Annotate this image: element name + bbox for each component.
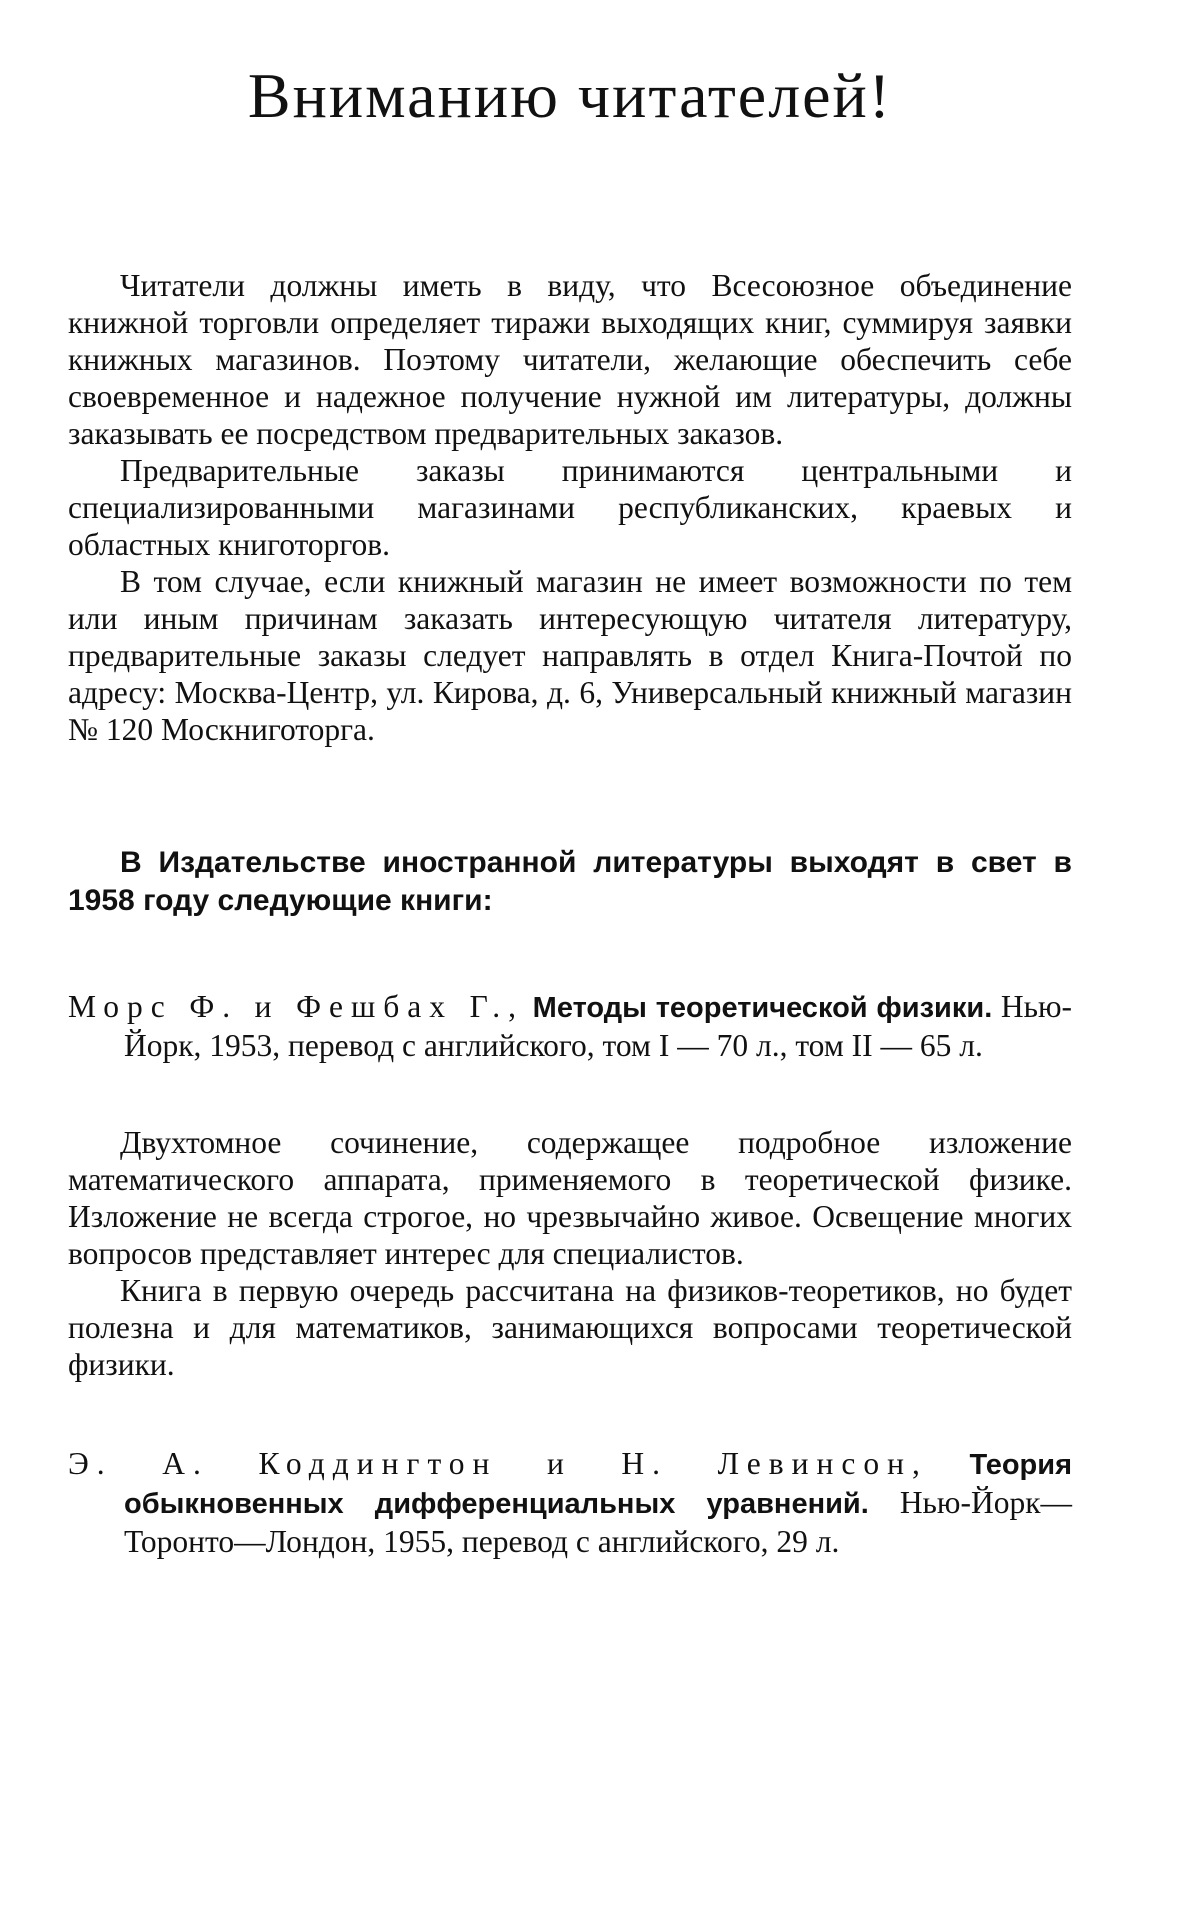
- book-title: Методы теоретической физики.: [532, 991, 993, 1024]
- page-title: Вниманию читателей!: [247, 60, 893, 131]
- notice-paragraph-1: Читатели должны иметь в виду, что Всесоюзное объединение книжной торговли определяет тиражи выходящих книг, суммируя заявки книжных магазинов. Поэтому читатели, желающие обеспечить себе своевременное и надежное получение нужной им литературы, должны заказывать ее посредством предварительных заказов.: [68, 267, 1072, 451]
- notice-paragraph-3: В том случае, если книжный магазин не имеет возможности по тем или иным причинам заказать интересующую читателя литературу, предварительные заказы следует направлять в отдел Книга-Почтой по адресу: Москва-Центр, ул. Кирова, д. 6, Универсальный книжный магазин № 120 Москниготорга.: [68, 563, 1072, 747]
- reader-notice: [68, 267, 1072, 748]
- book-citation: [68, 988, 1072, 1064]
- book-details: Нью-Йорк, 1953, перевод с английского, том I — 70 л., том II — 65 л.: [124, 988, 1072, 1063]
- publisher-announcement: В Издательстве иностранной литературы выходят в свет в 1958 году следующие книги:: [68, 845, 1072, 917]
- book-description-paragraph: Двухтомное сочинение, содержащее подробное изложение математического аппарата, применяемого в теоретической физике. Изложение не всегда строгое, но чрезвычайно живое. Освещение многих вопросов представляет интерес для специалистов.: [68, 1124, 1072, 1271]
- book-entry: [68, 1445, 1072, 1560]
- book-entry: [68, 988, 1072, 1383]
- book-title: Теория обыкновенных дифференциальных уравнений.: [124, 1448, 1073, 1520]
- book-citation: [68, 1445, 1072, 1560]
- book-details: Нью-Йорк—Торонто—Лондон, 1955, перевод с английского, 29 л.: [124, 1484, 1073, 1559]
- page: [68, 0, 1072, 1560]
- book-description-paragraph: Книга в первую очередь рассчитана на физиков-теоретиков, но будет полезна и для математиков, занимающихся вопросами теоретической физики.: [68, 1272, 1072, 1382]
- book-authors: Э. А. Коддингтон и Н. Левинсон,: [68, 1445, 928, 1481]
- book-authors: Морс Ф. и Фешбах Г.,: [68, 988, 525, 1024]
- notice-paragraph-2: Предварительные заказы принимаются центральными и специализированными магазинами республиканских, краевых и областных книготоргов.: [68, 452, 1072, 562]
